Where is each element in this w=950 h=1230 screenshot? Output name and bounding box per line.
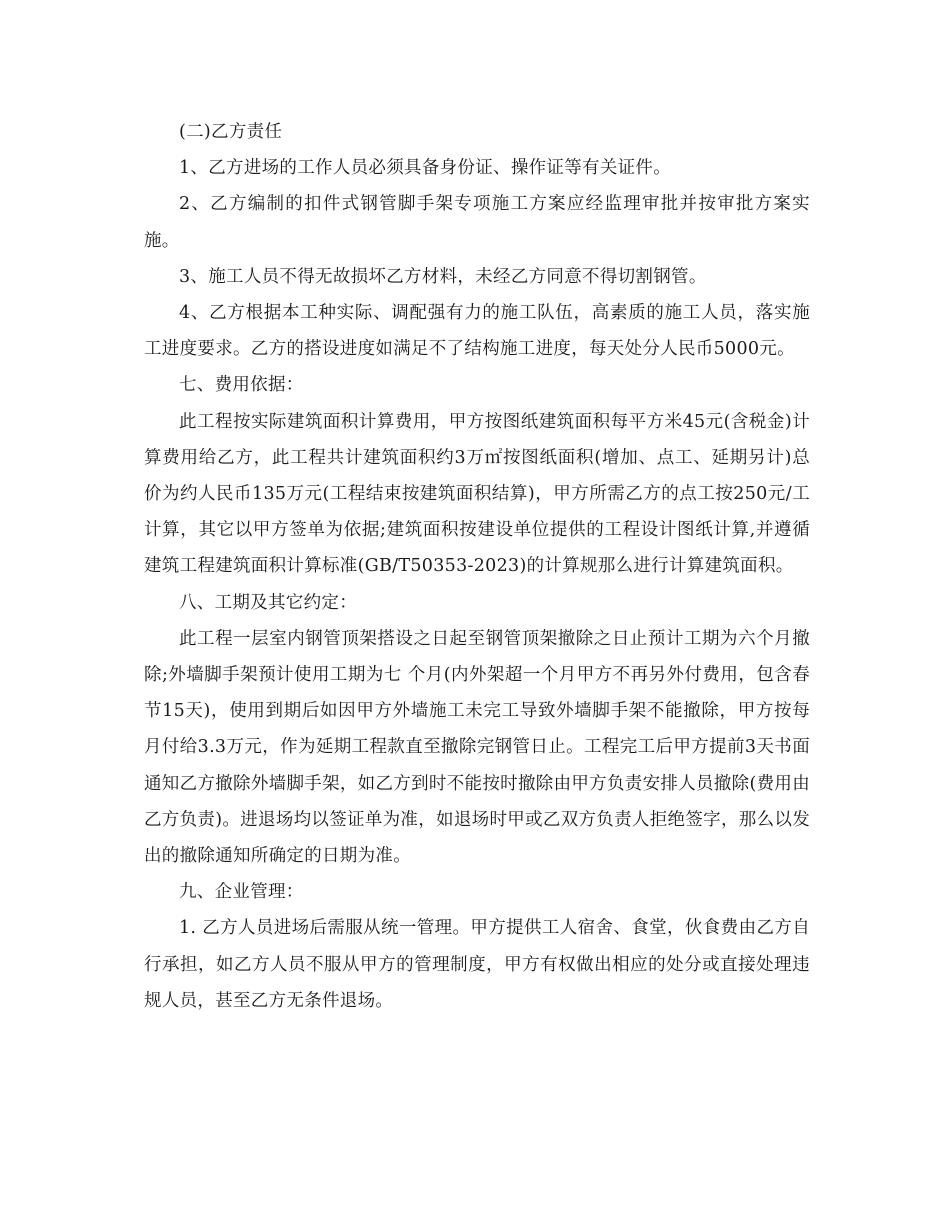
clause-3-materials: 3、施工人员不得无故损坏乙方材料，未经乙方同意不得切割钢管。 [179,266,707,287]
section-heading-schedule: 八、工期及其它约定： [179,592,357,613]
section-heading-management: 九、企业管理： [179,882,304,903]
document-page [144,114,810,1019]
management-clause-1: 1. 乙方人员进场后需服从统一管理。甲方提供工人宿舍、食堂，伙食费由乙方自行承担，如乙方人员不服从甲方的管理制度，甲方有权做出相应的处分或直接处理违规人员，甚至乙方无条件退场。 [144,918,810,1011]
clause-1-id-certificates: 1、乙方进场的工作人员必须具备身份证、操作证等有关证件。 [179,158,672,179]
section-heading-party-b-duties: (二)乙方责任 [179,122,283,142]
clause-4-progress: 4、乙方根据本工种实际、调配强有力的施工队伍，高素质的施工人员，落实施工进度要求。乙方的搭设进度如满足不了结构施工进度，每天处分人民币5000元。 [144,303,810,360]
schedule-paragraph: 此工程一层室内钢管顶架搭设之日起至钢管顶架撤除之日止预计工期为六个月撤除;外墙脚手架预计使用工期为七 个月(内外架超一个月甲方不再另外付费用，包含春节15天)，使用到期后如因甲方外墙施工未完工导致外墙脚手架不能撤除，甲方按每月付给3.3万元，作为延期工程款直至撤除完钢管日止。工程完工后甲方提前3天书面通知乙方撤除外墙脚手架，如乙方到时不能按时撤除由甲方负责安排人员撤除(费用由乙方负责)。进退场均以签证单为准，如退场时甲或乙双方负责人拒绝签字，那么以发出的撤除通知所确定的日期为准。 [144,628,810,867]
fee-basis-paragraph: 此工程按实际建筑面积计算费用，甲方按图纸建筑面积每平方米45元(含税金)计算费用给乙方，此工程共计建筑面积约3万㎡按图纸面积(增加、点工、延期另计)总价为约人民币135万元(工程结束按建筑面积结算)，甲方所需乙方的点工按250元/工计算，其它以甲方签单为依据;建筑面积按建设单位提供的工程设计图纸计算,并遵循建筑工程建筑面积计算标准(GB/T50353-2023)的计算规那么进行计算建筑面积。 [144,411,810,577]
clause-2-scaffold-plan: 2、乙方编制的扣件式钢管脚手架专项施工方案应经监理审批并按审批方案实施。 [144,194,810,251]
section-heading-fee-basis: 七、费用依据： [179,375,304,396]
